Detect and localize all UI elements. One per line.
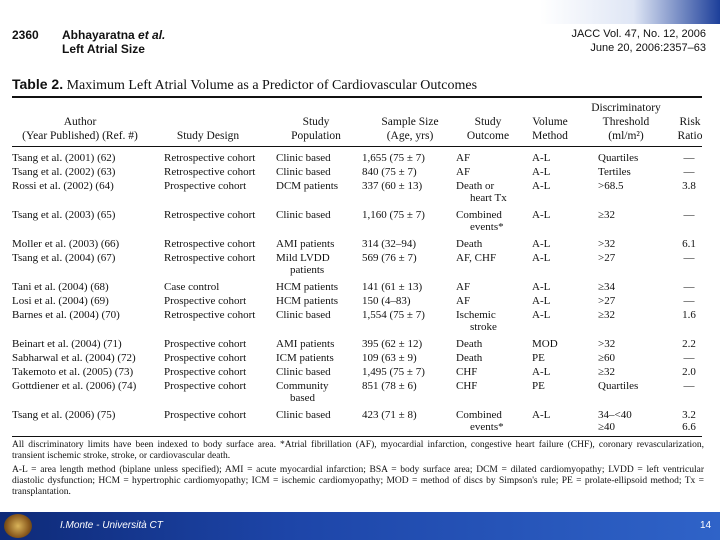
cell-threshold: Quartiles: [598, 152, 639, 164]
cell-author: Losi et al. (2004) (69): [12, 295, 109, 307]
slide-number: 14: [700, 520, 712, 531]
cell-author: Tsang et al. (2006) (75): [12, 409, 116, 421]
cell-size: 1,655 (75 ± 7): [362, 152, 425, 164]
cell-author: Gottdiener et al. (2006) (74): [12, 380, 137, 392]
cell-risk: —: [683, 209, 695, 221]
cell-size: 840 (75 ± 7): [362, 166, 417, 178]
cell-risk: —: [683, 380, 695, 392]
cell-author: Tsang et al. (2002) (63): [12, 166, 116, 178]
cell-size: 337 (60 ± 13): [362, 180, 423, 192]
cell-threshold: >32: [598, 238, 616, 250]
cell-outcome: Death: [456, 238, 483, 250]
cell-threshold: ≥32: [598, 366, 616, 378]
column-header-0-line2: (Year Published) (Ref. #): [22, 130, 138, 142]
cell-method: A-L: [532, 152, 551, 164]
column-header-6-line0: Discriminatory: [591, 102, 661, 114]
cell-design: Prospective cohort: [164, 380, 247, 392]
column-header-3-line2: (Age, yrs): [386, 130, 434, 142]
cell-method: MOD: [532, 338, 558, 350]
presenter-label: I.Monte - Università CT: [60, 520, 163, 531]
table-caption: Table 2. Maximum Left Atrial Volume as a Predictor of Cardiovascular Outcomes: [12, 76, 478, 93]
cell-threshold: ≥34: [598, 281, 616, 293]
cell-threshold: 34–<40: [598, 409, 632, 421]
cell-population: AMI patients: [276, 238, 335, 250]
cell-method: A-L: [532, 295, 551, 307]
cell-outcome: AF, CHF: [456, 252, 497, 264]
cell-size: 150 (4–83): [362, 295, 411, 307]
cell-method: A-L: [532, 252, 551, 264]
running-authors: Abhayaratna et al.: [62, 28, 166, 42]
cell-design: Retrospective cohort: [164, 238, 256, 250]
cell-population: Community: [276, 380, 329, 392]
cell-risk: —: [683, 166, 695, 178]
cell-risk: 2.2: [682, 338, 696, 350]
column-header-0-line1: Author: [63, 116, 97, 128]
cell-size: 569 (76 ± 7): [362, 252, 417, 264]
cell-outcome: AF: [456, 152, 471, 164]
cell-threshold-line2: ≥40: [598, 421, 616, 433]
cell-risk: —: [683, 281, 695, 293]
cell-population-line2: based: [290, 392, 316, 404]
cell-population: Clinic based: [276, 209, 331, 221]
cell-size: 314 (32–94): [362, 238, 417, 250]
cell-design: Prospective cohort: [164, 409, 247, 421]
cell-author: Beinart et al. (2004) (71): [12, 338, 122, 350]
cell-size: 851 (78 ± 6): [362, 380, 417, 392]
cell-threshold: >68.5: [598, 180, 624, 192]
column-header-7-line1: Risk: [679, 116, 701, 128]
column-header-1-line2: Study Design: [176, 130, 240, 142]
cell-design: Prospective cohort: [164, 295, 247, 307]
cell-outcome: AF: [456, 295, 471, 307]
cell-design: Retrospective cohort: [164, 309, 256, 321]
cell-population: DCM patients: [276, 180, 339, 192]
university-logo-icon: [4, 514, 32, 538]
cell-risk: 3.8: [682, 180, 696, 192]
cell-author: Tsang et al. (2001) (62): [12, 152, 116, 164]
cell-design: Retrospective cohort: [164, 152, 256, 164]
column-header-6-line1: Threshold: [602, 116, 650, 128]
cell-population: Clinic based: [276, 366, 331, 378]
cell-outcome: CHF: [456, 366, 478, 378]
cell-size: 395 (62 ± 12): [362, 338, 423, 350]
cell-outcome: CHF: [456, 380, 478, 392]
cell-method: A-L: [532, 281, 551, 293]
cell-risk: —: [683, 352, 695, 364]
cell-author: Takemoto et al. (2005) (73): [12, 366, 134, 378]
cell-population: Mild LVDD: [276, 252, 330, 264]
column-header-2-line2: Population: [291, 130, 341, 142]
cell-design: Retrospective cohort: [164, 209, 256, 221]
cell-risk: —: [683, 152, 695, 164]
cell-outcome: AF: [456, 166, 471, 178]
column-header-6-line2: (ml/m²): [608, 130, 644, 142]
cell-outcome: Combined: [456, 209, 502, 221]
cell-population-line2: patients: [290, 264, 325, 276]
column-header-4-line2: Outcome: [466, 130, 510, 142]
cell-population: HCM patients: [276, 295, 339, 307]
cell-threshold: Quartiles: [598, 380, 639, 392]
cell-design: Retrospective cohort: [164, 252, 256, 264]
cell-risk: 6.1: [682, 238, 696, 250]
column-header-4-line1: Study: [474, 116, 502, 128]
column-header-2-line1: Study: [302, 116, 330, 128]
cell-size: 1,160 (75 ± 7): [362, 209, 425, 221]
cell-risk-line2: 6.6: [682, 421, 696, 433]
running-title: Left Atrial Size: [62, 42, 145, 56]
cell-population: ICM patients: [276, 352, 334, 364]
cell-outcome: AF: [456, 281, 471, 293]
cell-design: Prospective cohort: [164, 338, 247, 350]
cell-risk: 3.2: [682, 409, 696, 421]
cell-population: Clinic based: [276, 409, 331, 421]
cell-method: A-L: [532, 166, 551, 178]
cell-method: PE: [532, 352, 545, 364]
cell-population: Clinic based: [276, 166, 331, 178]
cell-outcome-line2: events*: [470, 421, 504, 433]
cell-risk: 1.6: [682, 309, 696, 321]
cell-risk: —: [683, 252, 695, 264]
column-header-5-line1: Volume: [532, 116, 568, 128]
cell-threshold: Tertiles: [598, 166, 631, 178]
cell-outcome-line2: heart Tx: [470, 192, 507, 204]
cell-population: AMI patients: [276, 338, 335, 350]
cell-population: Clinic based: [276, 152, 331, 164]
cell-risk: 2.0: [682, 366, 696, 378]
table-footnote-abbreviations: A-L = area length method (biplane unless specified); AMI = acute myocardial infarction; BSA = body surface area; DCM = dilated cardiomyopathy; LVDD = left ventricular diastolic dysfunction; HCM = hypertrophic cardiomyopathy; ICM = ischemic cardiomyopathy; MOD = method of discs by Simpson's rule; PE = prolate-ellipsoid method; Tx = transplantation.: [12, 465, 704, 497]
cell-threshold: ≥32: [598, 209, 616, 221]
cell-author: Tsang et al. (2004) (67): [12, 252, 116, 264]
cell-outcome: Death: [456, 338, 483, 350]
table-footnote-definitions: All discriminatory limits have been indexed to body surface area. *Atrial fibrillation (AF), myocardial infarction, congestive heart failure (CHF), coronary revascularization, transient ischemic stroke, stroke, or cardiovascular death.: [12, 440, 704, 461]
column-header-3-line1: Sample Size: [381, 116, 439, 128]
cell-population: Clinic based: [276, 309, 331, 321]
cell-method: PE: [532, 380, 545, 392]
cell-design: Prospective cohort: [164, 366, 247, 378]
cell-outcome: Combined: [456, 409, 502, 421]
cell-size: 423 (71 ± 8): [362, 409, 417, 421]
cell-author: Tani et al. (2004) (68): [12, 281, 109, 293]
table-bottom-rule: [12, 436, 702, 437]
cell-outcome-line2: stroke: [470, 321, 497, 333]
cell-outcome: Ischemic: [456, 309, 496, 321]
column-header-7-line2: Ratio: [677, 130, 703, 142]
cell-threshold: >32: [598, 338, 616, 350]
cell-size: 1,495 (75 ± 7): [362, 366, 425, 378]
cell-design: Retrospective cohort: [164, 166, 256, 178]
cell-risk: —: [683, 295, 695, 307]
header-rule: [12, 146, 702, 147]
cell-author: Moller et al. (2003) (66): [12, 238, 120, 250]
column-header-5-line2: Method: [532, 130, 568, 142]
journal-citation: JACC Vol. 47, No. 12, 2006: [571, 28, 706, 40]
top-banner: [0, 0, 720, 24]
cell-outcome: Death: [456, 352, 483, 364]
cell-outcome-line2: events*: [470, 221, 504, 233]
cell-method: A-L: [532, 180, 551, 192]
cell-outcome: Death or: [456, 180, 495, 192]
cell-threshold: >27: [598, 252, 616, 264]
cell-author: Sabharwal et al. (2004) (72): [12, 352, 136, 364]
cell-size: 109 (63 ± 9): [362, 352, 417, 364]
cell-method: A-L: [532, 238, 551, 250]
page-number: 2360: [12, 28, 39, 42]
cell-author: Barnes et al. (2004) (70): [12, 309, 120, 321]
cell-threshold: >27: [598, 295, 616, 307]
cell-design: Case control: [164, 281, 220, 293]
table-top-rule: [12, 96, 702, 98]
cell-method: A-L: [532, 409, 551, 421]
cell-threshold: ≥32: [598, 309, 616, 321]
cell-size: 141 (61 ± 13): [362, 281, 423, 293]
cell-population: HCM patients: [276, 281, 339, 293]
journal-date: June 20, 2006:2357–63: [590, 42, 706, 54]
cell-threshold: ≥60: [598, 352, 616, 364]
cell-author: Tsang et al. (2003) (65): [12, 209, 116, 221]
cell-author: Rossi et al. (2002) (64): [12, 180, 114, 192]
cell-size: 1,554 (75 ± 7): [362, 309, 425, 321]
cell-method: A-L: [532, 366, 551, 378]
cell-design: Prospective cohort: [164, 352, 247, 364]
cell-method: A-L: [532, 309, 551, 321]
cell-design: Prospective cohort: [164, 180, 247, 192]
cell-method: A-L: [532, 209, 551, 221]
